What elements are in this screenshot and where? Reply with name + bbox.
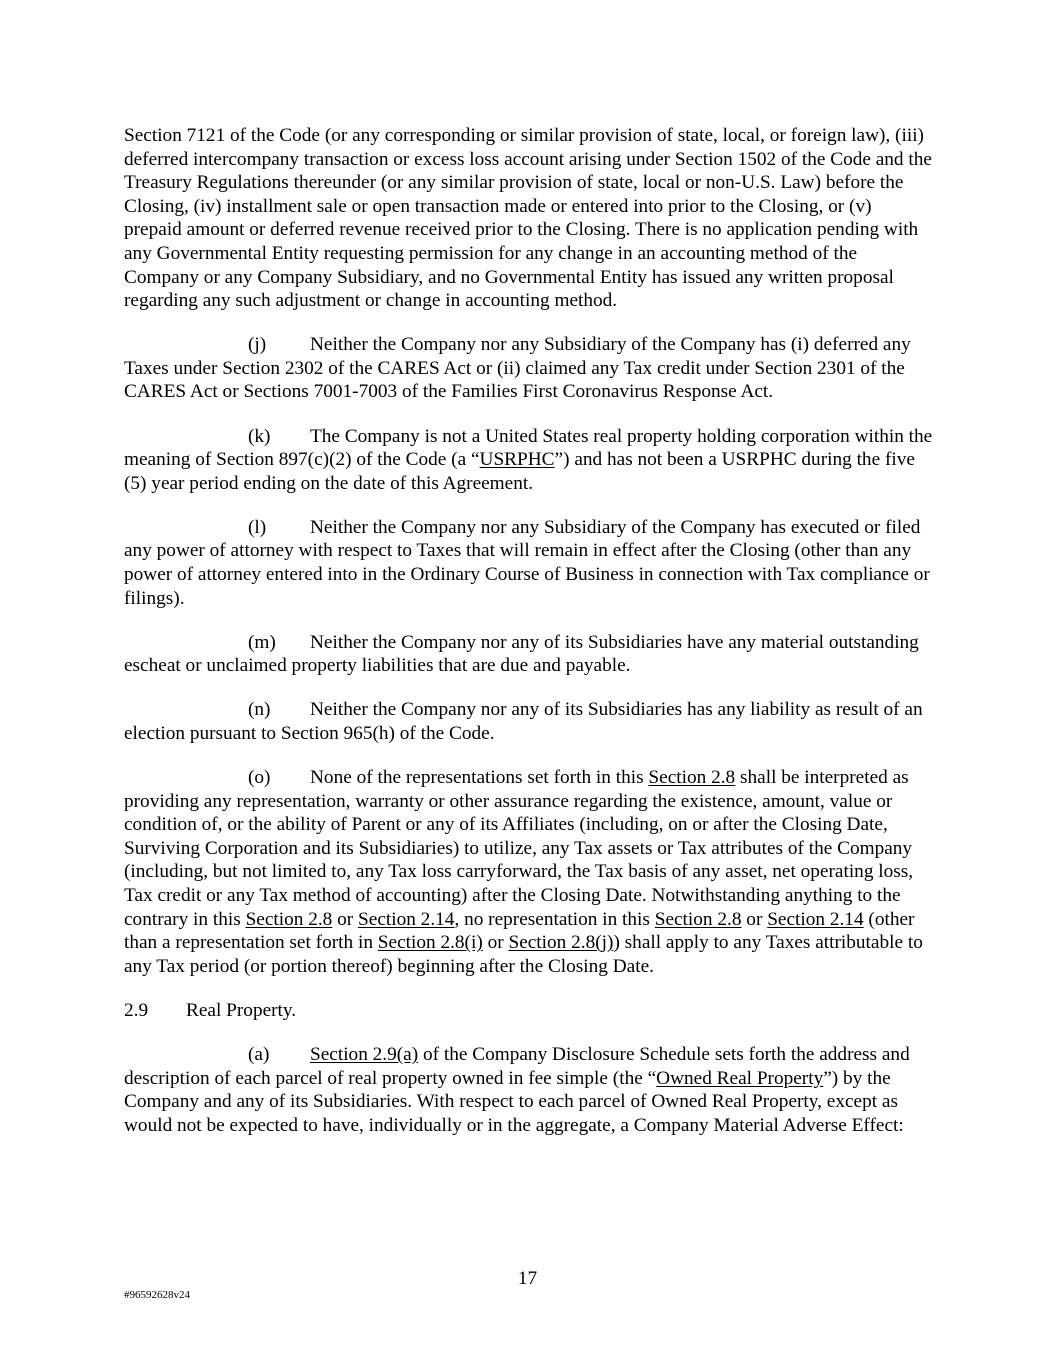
paragraph-text: shall be interpreted as providing any representation, warranty or other assurance regarding the existence, amount, value or condition of, or the ability of Parent or any of its Affiliates (including, on or after the Closing Date, Surviving Corporation and its Subsidiaries) to utilize, any Tax assets or Tax attributes of the Company (including, but not limited to, any Tax loss carryforward, the Tax basis of any asset, net operating loss, Tax credit or any Tax method of accounting) after the Closing Date. Notwithstanding anything to the contrary in this bbox=[124, 767, 914, 930]
paragraph-text: of the Company Disclosure Schedule sets forth the address and description of each parcel of real property owned in fee simple (the “ bbox=[124, 1044, 910, 1089]
paragraph-text: The Company is not a United States real property holding corporation within the meaning of Section 897(c)(2) of the Code (a “ bbox=[124, 425, 933, 471]
paragraph-text: or bbox=[332, 908, 359, 930]
paragraph-text: Neither the Company nor any Subsidiary of the Company has (i) deferred any Taxes under Section 2302 of the CARES Act or (ii) claimed any Tax credit under Section 2301 of the CARES Act or Sections 7001-7003 of the Families First Coronavirus Response Act. bbox=[124, 334, 911, 403]
defined-term-usrphc: USRPHC bbox=[479, 449, 555, 471]
document-body bbox=[124, 124, 934, 1158]
paragraph-text: None of the representations set forth in this bbox=[310, 767, 649, 789]
paragraph-label: (n) bbox=[248, 699, 271, 721]
paragraph-label: (j) bbox=[248, 334, 267, 356]
section-reference: Section 2.8 bbox=[654, 908, 742, 930]
section-heading-2-9 bbox=[124, 999, 934, 1023]
paragraph-label: (a) bbox=[248, 1044, 270, 1065]
paragraph-text: (other than a representation set forth in bbox=[124, 908, 915, 954]
paragraph-text: Neither the Company nor any Subsidiary of the Company has executed or filed any power of attorney with respect to Taxes that will remain in effect after the Closing (other than any power of attorney entered into in the Ordinary Course of Business in connection with Tax compliance or filings). bbox=[124, 516, 930, 609]
section-reference: Section 2.8(i) bbox=[377, 932, 483, 954]
paragraph-text: or bbox=[482, 932, 509, 954]
paragraph-n bbox=[124, 698, 934, 745]
paragraph-text: Neither the Company nor any of its Subsidiaries have any material outstanding escheat or unclaimed property liabilities that are due and payable. bbox=[124, 631, 919, 677]
document-id: #96592628v24 bbox=[124, 1289, 190, 1301]
section-reference: Section 2.8 bbox=[245, 908, 333, 930]
paragraph-label: (o) bbox=[248, 767, 271, 789]
section-reference: Section 2.9(a) bbox=[310, 1044, 419, 1065]
paragraph-text: ) shall apply to any Taxes attributable to any Tax period (or portion thereof) beginning after the Closing Date. bbox=[124, 932, 923, 977]
paragraph-text: ”) and has not been a USRPHC during the five (5) year period ending on the date of this Agreement. bbox=[124, 449, 915, 494]
paragraph-k bbox=[124, 425, 934, 496]
paragraph-o bbox=[124, 766, 934, 978]
section-number: 2.9 bbox=[124, 999, 149, 1021]
defined-term-owned-real-property: Owned Real Property bbox=[656, 1067, 824, 1089]
paragraph-text: Neither the Company nor any of its Subsidiaries has any liability as result of an election pursuant to Section 965(h) of the Code. bbox=[124, 699, 923, 744]
section-reference: Section 2.8 bbox=[648, 767, 736, 789]
section-reference: Section 2.14 bbox=[358, 908, 455, 930]
paragraph-i-continued: Section 7121 of the Code (or any corresponding or similar provision of state, local, or foreign law), (iii) deferred intercompany transaction or excess loss account arising under Section 1502 of the Code and the Treasury Regulations thereunder (or any similar provision of state, local or non-U.S. Law) before the Closing, (iv) installment sale or open transaction made or entered into prior to the Closing, or (v) prepaid amount or deferred revenue received prior to the Closing. There is no application pending with any Governmental Entity requesting permission for any change in an accounting method of the Company or any Company Subsidiary, and no Governmental Entity has issued any written proposal regarding any such adjustment or change in accounting method. bbox=[124, 125, 932, 312]
page-number: 17 bbox=[517, 1268, 538, 1289]
paragraph-text: ”) by the Company and any of its Subsidiaries. With respect to each parcel of Owned Real Property, except as would not be expected to have, individually or in the aggregate, a Company Material Adverse Effect: bbox=[124, 1067, 904, 1136]
section-title: Real Property. bbox=[186, 999, 297, 1021]
section-reference: Section 2.8(j) bbox=[508, 932, 614, 954]
paragraph-label: (l) bbox=[248, 516, 267, 538]
paragraph-a bbox=[124, 1043, 934, 1137]
paragraph-text: , no representation in this bbox=[454, 908, 655, 930]
paragraph-l bbox=[124, 516, 934, 610]
paragraph-text: or bbox=[741, 908, 768, 930]
paragraph-j bbox=[124, 333, 934, 404]
section-reference: Section 2.14 bbox=[767, 908, 864, 930]
paragraph-label: (k) bbox=[248, 425, 271, 447]
paragraph-m bbox=[124, 631, 934, 678]
paragraph-label: (m) bbox=[248, 631, 276, 653]
